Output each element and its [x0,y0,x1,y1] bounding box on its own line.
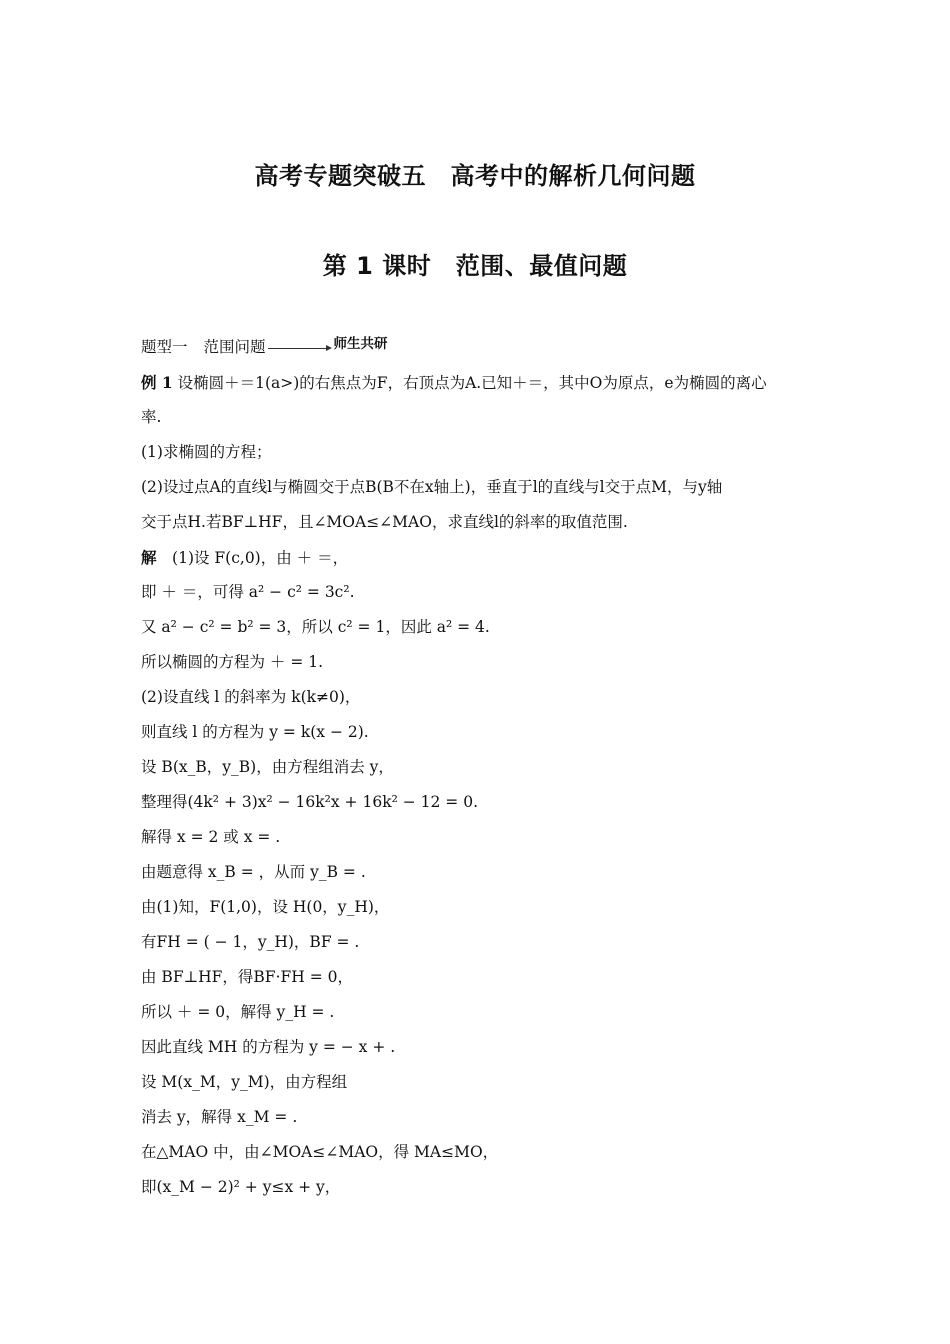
example-line: 率. [141,408,162,426]
document-body [141,330,813,1205]
section-tag: 师生共研 [333,336,388,352]
solution-line: 即(x_M − 2)² + y≤x + y， [141,1178,341,1196]
solution-line: 即 ＋ ＝，可得 a² − c² = 3c². [141,583,355,601]
solution-line: (2)设直线 l 的斜率为 k(k≠0)， [141,688,361,706]
solution-line: 则直线 l 的方程为 y = k(x − 2). [141,723,369,741]
solution-line: 在△MAO 中，由∠MOA≤∠MAO，得 MA≤MO， [141,1143,499,1161]
solution-text: (1)设 F(c,0)，由 ＋ ＝， [172,549,349,567]
solution-line: 由(1)知，F(1,0)，设 H(0，y_H)， [141,898,390,916]
section-heading [141,330,813,365]
solution-line: 消去 y，解得 x_M = . [141,1108,298,1126]
solution-line: 整理得(4k² + 3)x² − 16k²x + 16k² − 12 = 0. [141,793,478,811]
solution-line: 所以 ＋ = 0，解得 y_H = . [141,1003,335,1021]
arrow-icon [268,348,330,349]
example-label: 例 1 [141,373,173,392]
solution-line: 因此直线 MH 的方程为 y = − x + . [141,1038,396,1056]
question-1: (1)求椭圆的方程； [141,443,272,461]
solution-line: 又 a² − c² = b² = 3，所以 c² = 1，因此 a² = 4. [141,618,490,636]
solution-line: 设 B(x_B，y_B)，由方程组消去 y， [141,758,394,776]
lesson-subtitle: 第 1 课时 范围、最值问题 [322,252,628,280]
section-name: 范围问题 [203,338,266,356]
example-text: 设椭圆＋＝1(a>)的右焦点为F，右顶点为A.已知＋＝，其中O为原点，e为椭圆的离心 [177,374,767,392]
solution-line: 解得 x = 2 或 x = . [141,828,281,846]
page-title: 高考专题突破五 高考中的解析几何问题 [254,162,696,190]
section-label: 题型一 [141,338,188,356]
example-line [141,365,813,400]
solution-line: 设 M(x_M，y_M)，由方程组 [141,1073,348,1091]
solution-label: 解 [141,548,157,567]
solution-line: 由 BF⊥HF，得BF·FH = 0， [141,968,353,986]
solution-line: 所以椭圆的方程为 ＋ = 1. [141,653,324,671]
solution-line: 有FH = ( − 1，y_H)，BF = . [141,933,360,951]
solution-line: 由题意得 x_B = ，从而 y_B = . [141,863,366,881]
question-2: (2)设过点A的直线l与椭圆交于点B(B不在x轴上)，垂直于l的直线与l交于点M，与y轴 [141,478,723,496]
question-2: 交于点H.若BF⊥HF，且∠MOA≤∠MAO，求直线l的斜率的取值范围. [141,513,628,531]
solution-line [141,540,813,575]
